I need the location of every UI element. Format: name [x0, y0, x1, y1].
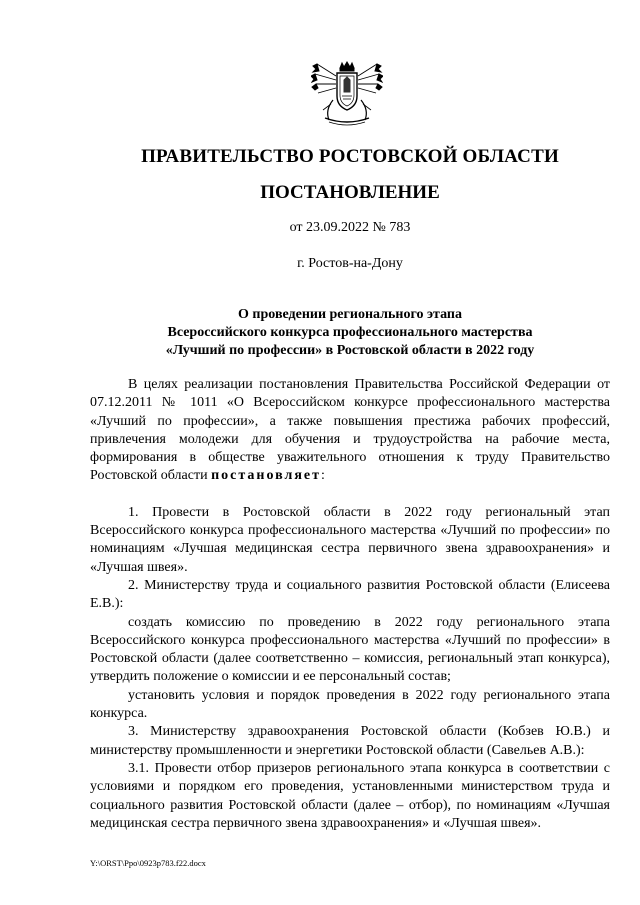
- date-number: от 23.09.2022 № 783: [289, 220, 411, 235]
- document-body: [90, 376, 610, 833]
- document-title: [90, 306, 610, 360]
- title-line-2: Всероссийского конкурса профессионального мастерства: [167, 325, 533, 340]
- organization-title: ПРАВИТЕЛЬСТВО РОСТОВСКОЙ ОБЛАСТИ: [141, 146, 559, 167]
- preamble-colon: :: [321, 468, 325, 484]
- preamble-paragraph: [90, 376, 610, 486]
- file-path-footer: Y:\ORST\Ppo\0923p783.f22.docx: [90, 858, 206, 868]
- title-line-3: «Лучший по профессии» в Ростовской области в 2022 году: [165, 343, 535, 358]
- clause-paragraph: создать комиссию по проведению в 2022 году регионального этапа Всероссийского конкурса профессионального мастерства «Лучший по профессии» в Ростовской области (далее соответственно – комиссия, региональный этап конкурса), утвердить положение о комиссии и ее персональный состав;: [90, 614, 610, 685]
- clause-paragraph: 3. Министерству здравоохранения Ростовской области (Кобзев Ю.В.) и министерству промышленности и энергетики Ростовской области (Савельев А.В.):: [90, 724, 610, 758]
- preamble-text: В целях реализации постановления Правительства Российской Федерации от 07.12.2011 № 1011 «О Всероссийском конкурсе профессионального мастерства «Лучший по профессии», а также повышения престижа рабочих профессий, привлечения молодежи для обучения и трудоустройства на рабочие места, формирования в обществе уважительного отношения к труду Правительство Ростовской области: [90, 377, 610, 484]
- city: г. Ростов-на-Дону: [297, 256, 403, 271]
- clause-paragraph: 1. Провести в Ростовской области в 2022 году региональный этап Всероссийского конкурса профессионального мастерства «Лучший по профессии» по номинациям «Лучшая медицинская сестра первичного звена здравоохранения» и «Лучшая швея».: [90, 504, 610, 575]
- paragraph-gap: [90, 486, 610, 504]
- clause-paragraph: 2. Министерству труда и социального развития Ростовской области (Елисеева Е.В.):: [90, 577, 610, 612]
- coat-of-arms-emblem: [311, 60, 383, 128]
- resolves-word: постановляет: [211, 468, 322, 484]
- title-line-1: О проведении регионального этапа: [238, 307, 462, 322]
- clause-paragraph: установить условия и порядок проведения в 2022 году регионального этапа конкурса.: [90, 687, 610, 722]
- document-type: ПОСТАНОВЛЕНИЕ: [260, 182, 440, 203]
- clause-paragraph: 3.1. Провести отбор призеров регионального этапа конкурса в соответствии с условиями и порядком его проведения, установленными министерством труда и социального развития Ростовской области (далее – отбор), по номинациям «Лучшая медицинская сестра первичного звена здравоохранения» и «Лучшая швея».: [90, 760, 610, 831]
